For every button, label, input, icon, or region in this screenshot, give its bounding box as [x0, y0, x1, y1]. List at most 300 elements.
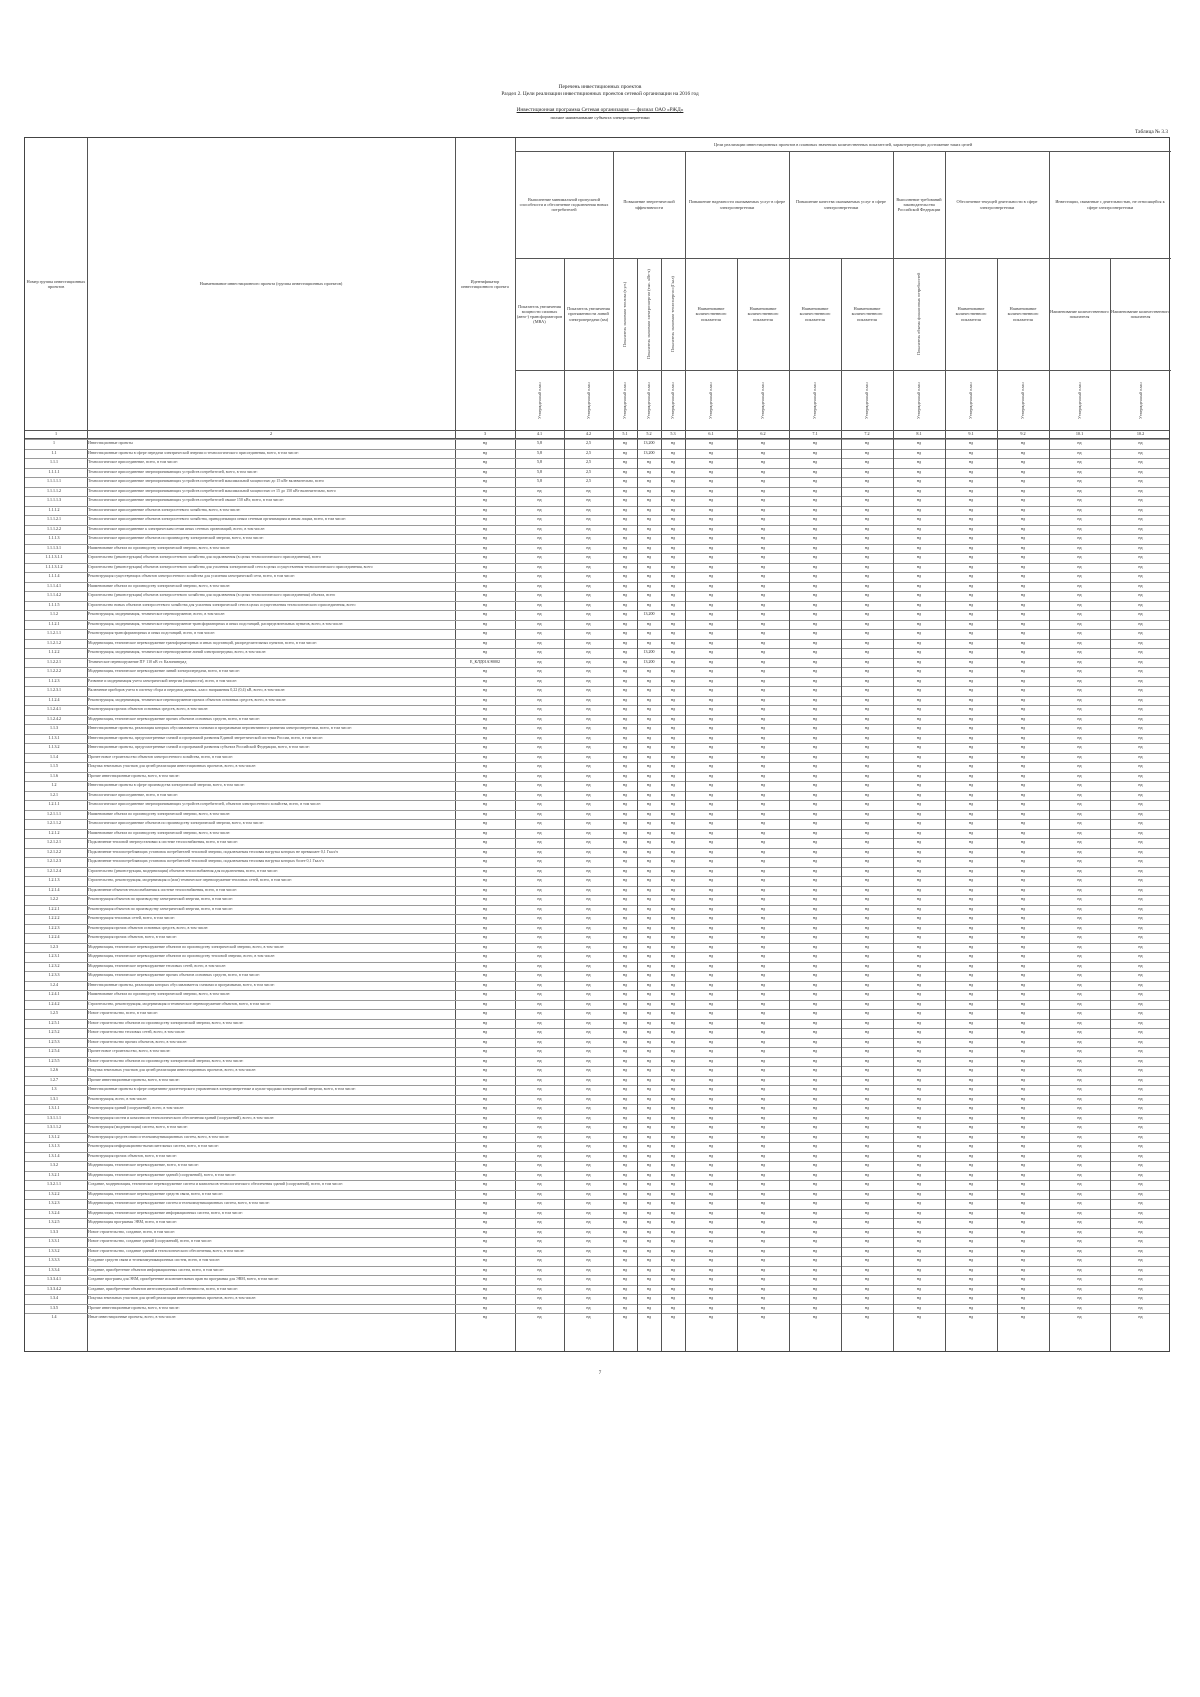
- row-project-id: нд: [482, 877, 488, 882]
- row-value: нд: [968, 820, 974, 825]
- row-value: нд: [760, 829, 766, 835]
- grid-line: [637, 258, 638, 1351]
- row-value: нд: [646, 535, 652, 540]
- row-value: нд: [708, 535, 714, 540]
- row-value: нд: [586, 1019, 591, 1025]
- row-project-name: Технологическое присоединение объектов по производству электрической энергии, всего, в том числе:: [88, 535, 264, 540]
- row-value: нд: [622, 573, 628, 578]
- row-value: нд: [537, 544, 542, 550]
- row-value: нд: [670, 525, 676, 531]
- plan-label: Утвержденный план: [622, 382, 627, 420]
- row-value: нд: [812, 487, 818, 493]
- row-value: нд: [864, 972, 870, 977]
- row-value: нд: [586, 516, 591, 521]
- row-value: нд: [864, 554, 870, 559]
- row-value: нд: [622, 1000, 628, 1006]
- row-value: нд: [916, 658, 922, 664]
- row-value: нд: [968, 563, 974, 569]
- row-group-code: 1.3.1: [50, 1095, 58, 1101]
- row-value: нд: [622, 1257, 628, 1262]
- row-value: нд: [537, 582, 542, 588]
- row-value: нд: [812, 687, 818, 692]
- row-project-name: Реконструкция, модернизация, техническое перевооружение трансформаторных и иных подстанций, распределительных пунктов, всего, в том числе:: [88, 620, 344, 626]
- row-value: нд: [708, 516, 714, 521]
- row-value: нд: [1077, 516, 1082, 521]
- row-value: нд: [586, 744, 591, 749]
- row-value: нд: [586, 1095, 591, 1101]
- row-value: нд: [968, 677, 974, 683]
- row-project-name: Реконструкция, всего, в том числе:: [88, 1095, 148, 1101]
- row-value: нд: [646, 687, 652, 692]
- row-value: нд: [760, 649, 766, 654]
- row-value: нд: [1138, 953, 1143, 958]
- row-value: нд: [1077, 487, 1082, 493]
- row-value: нд: [864, 611, 870, 616]
- row-group-code: 1.2.4.2: [48, 1000, 60, 1006]
- row-value: нд: [864, 867, 870, 873]
- row-value: нд: [1020, 848, 1026, 854]
- row-value: нд: [968, 687, 974, 692]
- row-project-name: Новое строительство, всего, в том числе:: [88, 1010, 158, 1015]
- row-group-code: 1.3.5: [50, 1304, 58, 1310]
- row-value: нд: [812, 1276, 818, 1281]
- row-value: нд: [586, 915, 591, 920]
- row-value: нд: [864, 896, 870, 901]
- row-value: нд: [916, 440, 922, 445]
- row-project-id: нд: [482, 620, 488, 626]
- plan-label: Утвержденный план: [585, 382, 591, 420]
- row-value: нд: [968, 478, 974, 483]
- row-group-code: 1.2.3.3: [48, 972, 60, 977]
- row-value: нд: [670, 497, 676, 502]
- row-value: нд: [646, 810, 652, 816]
- row-value: нд: [864, 1200, 870, 1205]
- row-value: нд: [864, 449, 870, 455]
- row-value: нд: [586, 554, 591, 559]
- row-value: нд: [760, 1162, 766, 1167]
- row-value: нд: [1020, 1124, 1026, 1129]
- row-value: нд: [537, 1190, 542, 1196]
- row-value: нд: [1138, 744, 1143, 749]
- row-project-id: нд: [482, 1057, 488, 1063]
- row-value: нд: [916, 1295, 922, 1300]
- row-value: нд: [537, 858, 542, 863]
- row-project-name: Инвестиционные проекты, реализация которых обуславливается схемами и программами перспективного развития электроэнергетики, всего, в том числе:: [88, 725, 352, 730]
- row-value: нд: [760, 763, 766, 768]
- row-value: нд: [864, 715, 870, 721]
- row-value: нд: [586, 1124, 591, 1129]
- row-value: нд: [646, 867, 652, 873]
- row-project-name: Инвестиционные проекты в сфере производства электрической энергии, всего, в том числе:: [88, 782, 245, 787]
- row-value: нд: [968, 991, 974, 996]
- grid-line: [1049, 151, 1050, 1351]
- row-value: нд: [1077, 1266, 1082, 1272]
- goal-group-3: Повышение надежности оказываемых услуг в сфере электроэнергетики: [688, 199, 786, 210]
- row-value: нд: [812, 649, 818, 654]
- row-value: нд: [864, 1171, 870, 1177]
- row-value: нд: [646, 1057, 652, 1063]
- row-value: нд: [708, 1152, 714, 1158]
- row-value: нд: [646, 972, 652, 977]
- row-value: нд: [968, 630, 974, 635]
- row-value: нд: [864, 1029, 870, 1034]
- row-value: нд: [1077, 886, 1082, 892]
- row-value: нд: [968, 1076, 974, 1082]
- row-value: нд: [760, 1095, 766, 1101]
- row-value: нд: [622, 440, 628, 445]
- row-value: нд: [1020, 658, 1026, 664]
- row-value: нд: [537, 962, 542, 968]
- row-value: нд: [812, 905, 818, 911]
- row-value: нд: [622, 1219, 628, 1224]
- row-group-code: 1.3.4: [50, 1295, 58, 1300]
- row-value: нд: [968, 639, 974, 645]
- row-value: нд: [916, 839, 922, 844]
- page-number: 7: [598, 1370, 602, 1376]
- row-value: нд: [622, 1304, 628, 1310]
- row-value: нд: [968, 1105, 974, 1110]
- row-value: нд: [864, 839, 870, 844]
- row-value: нд: [1077, 915, 1082, 920]
- row-value: нд: [760, 810, 766, 816]
- row-value: нд: [760, 478, 766, 483]
- row-value: нд: [537, 1029, 542, 1034]
- row-value: нд: [812, 1304, 818, 1310]
- row-group-code: 1.2.5.3: [48, 1038, 60, 1044]
- row-value: нд: [670, 1257, 676, 1262]
- row-value: нд: [646, 1105, 652, 1110]
- row-value: нд: [864, 459, 870, 464]
- row-value: нд: [864, 1285, 870, 1291]
- row-value: нд: [760, 1209, 766, 1215]
- row-value: нд: [1020, 1029, 1026, 1034]
- row-value: нд: [622, 1124, 628, 1129]
- row-value: нд: [646, 1209, 652, 1215]
- row-project-id: нд: [482, 725, 488, 730]
- row-project-name: Инвестиционные проекты, предусмотренные схемой и программой развития Единой энергетической системы России, всего, в том числе:: [88, 734, 323, 740]
- row-value: нд: [1138, 1076, 1143, 1082]
- row-project-name: Создание программ для ЭВМ, приобретение исключительных прав на программы для ЭВМ, всего, в том числе:: [88, 1276, 279, 1281]
- row-value: 2,5: [586, 440, 591, 445]
- row-value: нд: [968, 962, 974, 968]
- row-value: нд: [760, 772, 766, 778]
- row-value: нд: [916, 1171, 922, 1177]
- row-value: нд: [760, 573, 766, 578]
- row-value: нд: [646, 991, 652, 996]
- row-value: нд: [622, 886, 628, 892]
- row-value: нд: [586, 601, 591, 607]
- row-group-code: 1.2.1.1.2: [47, 820, 61, 825]
- row-project-name: Строительство (реконструкция) объектов электросетевого хозяйства для усиления электрической сети в целях осуществления технологического присоединения, всего: [88, 563, 373, 569]
- row-value: нд: [1020, 1314, 1026, 1319]
- row-value: нд: [812, 1048, 818, 1053]
- row-value: нд: [864, 763, 870, 768]
- row-value: нд: [646, 506, 652, 512]
- row-value: нд: [622, 1114, 628, 1120]
- column-number: 4.1: [536, 431, 543, 436]
- row-value: нд: [916, 972, 922, 977]
- row-value: нд: [1077, 544, 1082, 550]
- row-value: нд: [1077, 563, 1082, 569]
- row-value: нд: [968, 905, 974, 911]
- row-value: нд: [646, 706, 652, 711]
- row-value: нд: [1077, 839, 1082, 844]
- row-value: нд: [1020, 725, 1026, 730]
- row-value: нд: [1138, 506, 1143, 512]
- row-value: нд: [812, 1086, 818, 1091]
- row-value: нд: [1077, 867, 1082, 873]
- row-value: нд: [670, 440, 676, 445]
- row-group-code: 1.3.2.1: [48, 1171, 60, 1177]
- row-value: нд: [1138, 1019, 1143, 1025]
- row-value: нд: [760, 706, 766, 711]
- row-value: нд: [708, 497, 714, 502]
- row-value: нд: [864, 1276, 870, 1281]
- row-value: нд: [1020, 468, 1026, 474]
- row-value: нд: [708, 763, 714, 768]
- row-value: нд: [1020, 962, 1026, 968]
- row-value: нд: [760, 1057, 766, 1063]
- row-value: нд: [622, 962, 628, 968]
- row-value: нд: [864, 753, 870, 759]
- row-value: нд: [968, 848, 974, 854]
- row-value: нд: [708, 734, 714, 740]
- row-project-name: Покупка земельных участков для целей реализации инвестиционных проектов, всего, в том числе:: [88, 1067, 257, 1072]
- row-value: нд: [622, 487, 628, 493]
- row-group-code: 1.2.5: [50, 1010, 58, 1015]
- row-value: нд: [1077, 535, 1082, 540]
- row-value: нд: [864, 1295, 870, 1300]
- row-project-id: нд: [482, 677, 488, 683]
- row-value: нд: [708, 1219, 714, 1224]
- row-value: нд: [646, 791, 652, 797]
- row-value: нд: [537, 1095, 542, 1101]
- row-value: нд: [1138, 991, 1143, 996]
- row-value: нд: [537, 1314, 542, 1319]
- row-value: нд: [537, 1124, 542, 1129]
- row-value: нд: [864, 829, 870, 835]
- row-value: нд: [586, 953, 591, 958]
- row-project-id: нд: [482, 1076, 488, 1082]
- row-value: нд: [760, 459, 766, 464]
- row-value: нд: [760, 506, 766, 512]
- row-value: нд: [812, 1076, 818, 1082]
- row-value: нд: [1077, 1010, 1082, 1015]
- row-value: нд: [708, 449, 714, 455]
- row-value: нд: [1077, 497, 1082, 502]
- row-value: нд: [760, 1219, 766, 1224]
- row-value: нд: [760, 639, 766, 645]
- row-value: нд: [537, 516, 542, 521]
- row-project-id: нд: [482, 943, 488, 949]
- plan-label: Утвержденный план: [1020, 382, 1025, 420]
- row-value: нд: [586, 668, 591, 673]
- row-project-id: нд: [482, 1314, 488, 1319]
- row-value: нд: [670, 544, 676, 550]
- row-value: 2,5: [586, 478, 591, 483]
- row-value: нд: [760, 1133, 766, 1139]
- row-value: нд: [1077, 1228, 1082, 1234]
- row-project-name: Модернизация, техническое перевооружение тепловых сетей, всего, в том числе:: [88, 962, 227, 968]
- row-project-name: Прочее новое строительство, всего, в том числе:: [88, 1048, 171, 1053]
- row-value: нд: [708, 848, 714, 854]
- row-value: нд: [537, 1209, 542, 1215]
- row-value: нд: [537, 810, 542, 816]
- row-value: нд: [760, 877, 766, 882]
- row-value: нд: [916, 601, 922, 607]
- row-value: нд: [1138, 848, 1143, 854]
- row-value: нд: [760, 1105, 766, 1110]
- row-value: нд: [708, 468, 714, 474]
- row-value: нд: [760, 1048, 766, 1053]
- row-value: нд: [812, 573, 818, 578]
- row-value: нд: [646, 753, 652, 759]
- row-value: нд: [968, 972, 974, 977]
- row-value: нд: [1020, 943, 1026, 949]
- row-group-code: 1.3.2: [50, 1162, 58, 1167]
- row-value: нд: [586, 1314, 591, 1319]
- row-value: нд: [760, 1181, 766, 1186]
- row-value: нд: [670, 706, 676, 711]
- row-value: нд: [622, 1095, 628, 1101]
- row-value: нд: [864, 573, 870, 578]
- row-value: нд: [537, 487, 542, 493]
- row-group-code: 1.1.3.2: [48, 744, 60, 749]
- row-value: нд: [537, 991, 542, 996]
- row-value: нд: [1077, 658, 1082, 664]
- row-value: нд: [1077, 810, 1082, 816]
- row-value: нд: [760, 1228, 766, 1234]
- row-value: нд: [670, 1247, 676, 1253]
- row-value: нд: [708, 715, 714, 721]
- row-value: нд: [537, 972, 542, 977]
- row-value: нд: [670, 725, 676, 730]
- row-value: нд: [622, 601, 628, 607]
- col-goals-title: Цели реализации инвестиционных проектов в плановых значениях количественных показателей, характеризующих достижение таких целей: [713, 141, 973, 147]
- row-value: нд: [1077, 459, 1082, 464]
- row-value: нд: [812, 563, 818, 569]
- row-value: нд: [1020, 1304, 1026, 1310]
- row-value: нд: [708, 696, 714, 702]
- row-value: нд: [1020, 1266, 1026, 1272]
- row-value: нд: [670, 820, 676, 825]
- row-group-code: 1.1.2.1: [48, 620, 60, 626]
- row-value: нд: [537, 1285, 542, 1291]
- row-group-code: 1.3.2.2: [48, 1190, 60, 1196]
- row-value: нд: [968, 459, 974, 464]
- row-value: нд: [1020, 1114, 1026, 1120]
- row-value: нд: [1020, 1067, 1026, 1072]
- row-value: нд: [968, 725, 974, 730]
- row-value: нд: [812, 516, 818, 521]
- row-value: нд: [586, 1143, 591, 1148]
- row-project-id: нд: [482, 1048, 488, 1053]
- row-value: нд: [1020, 1143, 1026, 1148]
- row-value: нд: [708, 1276, 714, 1281]
- row-value: нд: [1077, 687, 1082, 692]
- row-value: нд: [1020, 1219, 1026, 1224]
- row-value: нд: [670, 459, 676, 464]
- row-project-id: нд: [482, 763, 488, 768]
- row-value: нд: [586, 848, 591, 854]
- row-value: нд: [916, 1067, 922, 1072]
- row-group-code: 1.2.1.2.3: [47, 858, 61, 863]
- row-group-code: 1.1.1.3: [48, 535, 60, 540]
- row-value: нд: [670, 791, 676, 797]
- row-value: нд: [708, 1200, 714, 1205]
- row-value: нд: [708, 1295, 714, 1300]
- row-value: нд: [586, 896, 591, 901]
- row-value: нд: [760, 1114, 766, 1120]
- row-project-id: нд: [482, 1266, 488, 1272]
- row-value: нд: [646, 848, 652, 854]
- row-value: нд: [968, 668, 974, 673]
- row-value: нд: [670, 953, 676, 958]
- row-project-id: нд: [482, 1219, 488, 1224]
- row-project-id: нд: [482, 1285, 488, 1291]
- row-value: нд: [1020, 639, 1026, 645]
- row-value: нд: [760, 791, 766, 797]
- row-value: нд: [1077, 1029, 1082, 1034]
- row-value: нд: [1077, 1048, 1082, 1053]
- row-value: нд: [537, 1076, 542, 1082]
- row-project-name: Прочее новое строительство объектов электросетевого хозяйства, всего, в том числе:: [88, 753, 233, 759]
- row-value: нд: [1138, 934, 1143, 939]
- row-value: нд: [760, 1038, 766, 1044]
- row-value: нд: [1020, 867, 1026, 873]
- indicator-header: Наименование количественного показателя: [799, 306, 831, 322]
- row-project-name: Модернизация, техническое перевооружение средств связи, всего, в том числе:: [88, 1190, 223, 1196]
- row-value: нд: [916, 962, 922, 968]
- row-value: нд: [968, 573, 974, 578]
- row-value: нд: [708, 1086, 714, 1091]
- row-value: нд: [537, 877, 542, 882]
- row-value: нд: [646, 554, 652, 559]
- row-value: нд: [760, 981, 766, 987]
- row-value: нд: [916, 848, 922, 854]
- row-value: нд: [586, 991, 591, 996]
- row-value: нд: [670, 1190, 676, 1196]
- row-group-code: 1.2.1.2.2: [47, 848, 61, 854]
- row-value: нд: [586, 497, 591, 502]
- row-value: нд: [708, 459, 714, 464]
- row-value: нд: [537, 563, 542, 569]
- row-value: нд: [537, 1000, 542, 1006]
- row-project-name: Создание, модернизация, техническое перевооружение систем и комплексов технологического обеспечения зданий (сооружений), всего, в том числе:: [88, 1181, 343, 1186]
- row-value: нд: [708, 1133, 714, 1139]
- row-value: нд: [968, 1295, 974, 1300]
- row-value: нд: [670, 896, 676, 901]
- row-value: нд: [864, 943, 870, 949]
- goal-group-1: Выполнение минимальной пропускной способности и обеспечение подключения новых потребителей: [519, 196, 609, 213]
- row-value: нд: [670, 734, 676, 740]
- row-project-id: нд: [482, 848, 488, 854]
- row-value: нд: [1138, 677, 1143, 683]
- row-value: нд: [646, 516, 652, 521]
- row-value: нд: [1020, 1086, 1026, 1091]
- goal-group-6: Обеспечение текущей деятельности в сфере электроэнергетики: [956, 199, 1038, 210]
- row-value: нд: [1138, 487, 1143, 493]
- row-value: нд: [537, 573, 542, 578]
- row-value: нд: [537, 611, 542, 616]
- row-value: нд: [1138, 943, 1143, 949]
- row-value: нд: [1020, 706, 1026, 711]
- row-value: нд: [864, 687, 870, 692]
- row-value: нд: [622, 687, 628, 692]
- row-value: нд: [586, 886, 591, 892]
- row-value: нд: [1020, 1019, 1026, 1025]
- row-value: нд: [812, 981, 818, 987]
